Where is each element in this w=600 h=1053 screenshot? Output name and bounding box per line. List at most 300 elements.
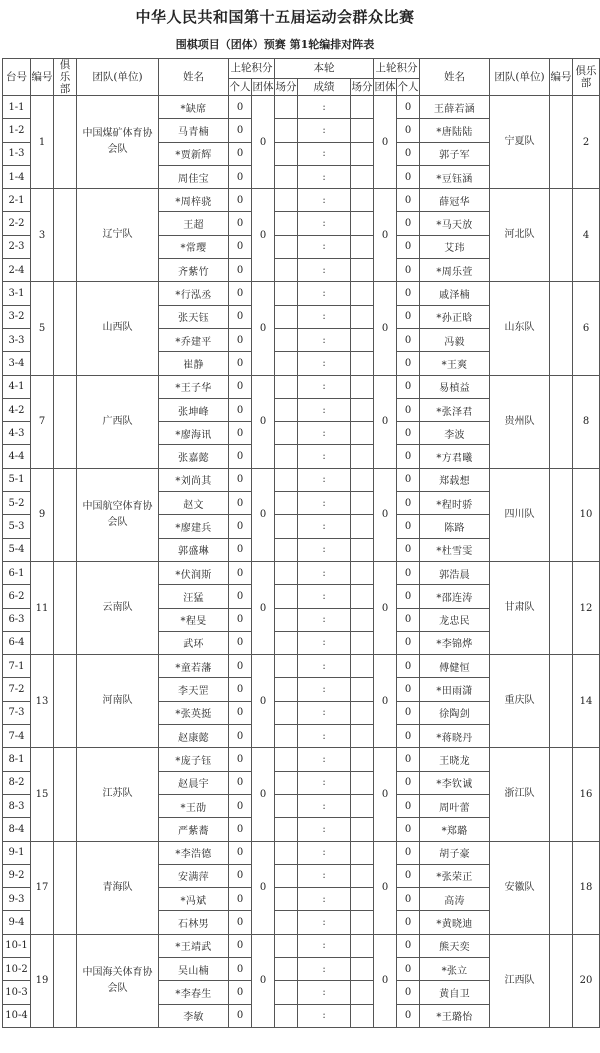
player-name-right: *唐陆陆 [420, 119, 490, 142]
individual-score-left: 0 [229, 189, 252, 212]
table-row [3, 96, 600, 119]
player-name-left: *童若藩 [159, 655, 229, 678]
player-name-left: *乔建平 [159, 328, 229, 351]
table-row [3, 748, 600, 771]
player-name-right: *田雨潇 [420, 678, 490, 701]
game-points-left [275, 934, 298, 957]
individual-score-right: 0 [397, 911, 420, 934]
game-points-left [275, 957, 298, 980]
player-name-right: 周叶蕾 [420, 794, 490, 817]
header-result: 成绩 [298, 79, 351, 96]
player-name-right: *李锦烨 [420, 631, 490, 654]
result-cell: : [298, 561, 351, 584]
game-points-left [275, 165, 298, 188]
individual-score-right: 0 [397, 96, 420, 119]
game-points-right [351, 934, 374, 957]
individual-score-left: 0 [229, 911, 252, 934]
team-number-left: 1 [31, 96, 54, 189]
individual-score-left: 0 [229, 282, 252, 305]
board-number: 3-4 [3, 352, 31, 375]
game-points-left [275, 911, 298, 934]
individual-score-left: 0 [229, 212, 252, 235]
board-number: 5-1 [3, 468, 31, 491]
header-name: 姓名 [159, 59, 229, 96]
club-left [54, 282, 77, 375]
individual-score-left: 0 [229, 235, 252, 258]
team-number-left: 9 [31, 468, 54, 561]
board-number: 2-4 [3, 259, 31, 282]
individual-score-left: 0 [229, 725, 252, 748]
player-name-right: 薛冠华 [420, 189, 490, 212]
game-points-right [351, 398, 374, 421]
game-points-left [275, 352, 298, 375]
header-individual-left: 个人 [229, 79, 252, 96]
individual-score-right: 0 [397, 934, 420, 957]
game-points-left [275, 328, 298, 351]
individual-score-left: 0 [229, 398, 252, 421]
club-left [54, 748, 77, 841]
player-name-left: *李浩德 [159, 841, 229, 864]
result-cell: : [298, 748, 351, 771]
result-cell: : [298, 422, 351, 445]
player-name-right: 龙忠民 [420, 608, 490, 631]
player-name-right: *黄晓迪 [420, 911, 490, 934]
game-points-right [351, 631, 374, 654]
player-name-left: 赵文 [159, 492, 229, 515]
team-name-right: 河北队 [490, 189, 550, 282]
game-points-right [351, 445, 374, 468]
player-name-left: 李敏 [159, 1004, 229, 1027]
team-name-left: 河南队 [77, 655, 159, 748]
game-points-right [351, 1004, 374, 1027]
individual-score-right: 0 [397, 259, 420, 282]
board-number: 8-1 [3, 748, 31, 771]
player-name-left: *缺席 [159, 96, 229, 119]
board-number: 2-1 [3, 189, 31, 212]
individual-score-left: 0 [229, 678, 252, 701]
board-number: 7-1 [3, 655, 31, 678]
player-name-right: 冯毅 [420, 328, 490, 351]
result-cell: : [298, 818, 351, 841]
team-score-left: 0 [252, 375, 275, 468]
game-points-left [275, 212, 298, 235]
team-name-left: 辽宁队 [77, 189, 159, 282]
individual-score-right: 0 [397, 981, 420, 1004]
individual-score-right: 0 [397, 631, 420, 654]
player-name-left: *伏润斯 [159, 561, 229, 584]
board-number: 5-4 [3, 538, 31, 561]
game-points-left [275, 259, 298, 282]
game-points-left [275, 701, 298, 724]
board-number: 10-1 [3, 934, 31, 957]
team-number-left: 7 [31, 375, 54, 468]
board-number: 9-2 [3, 864, 31, 887]
individual-score-left: 0 [229, 864, 252, 887]
team-name-left: 中国煤矿体育协会队 [77, 96, 159, 189]
board-number: 6-3 [3, 608, 31, 631]
result-cell: : [298, 468, 351, 491]
club-right [550, 189, 573, 282]
game-points-left [275, 794, 298, 817]
team-score-right: 0 [374, 282, 397, 375]
board-number: 6-2 [3, 585, 31, 608]
result-cell: : [298, 235, 351, 258]
board-number: 8-2 [3, 771, 31, 794]
result-cell: : [298, 445, 351, 468]
individual-score-left: 0 [229, 631, 252, 654]
page-title: 中华人民共和国第十五届运动会群众比赛 [135, 8, 415, 26]
header-this-round: 本轮 [275, 59, 374, 79]
individual-score-right: 0 [397, 492, 420, 515]
board-number: 1-2 [3, 119, 31, 142]
team-name-left: 中国海关体育协会队 [77, 934, 159, 1027]
game-points-right [351, 725, 374, 748]
team-score-right: 0 [374, 189, 397, 282]
player-name-right: *豆钰涵 [420, 165, 490, 188]
game-points-right [351, 864, 374, 887]
club-right [550, 841, 573, 934]
player-name-right: 胡子豪 [420, 841, 490, 864]
player-name-right: 易楨益 [420, 375, 490, 398]
result-cell: : [298, 981, 351, 1004]
team-name-left: 青海队 [77, 841, 159, 934]
game-points-right [351, 119, 374, 142]
club-right [550, 748, 573, 841]
player-name-left: *行泓丞 [159, 282, 229, 305]
individual-score-right: 0 [397, 445, 420, 468]
individual-score-right: 0 [397, 841, 420, 864]
game-points-right [351, 468, 374, 491]
player-name-right: 李波 [420, 422, 490, 445]
player-name-left: 赵晨宇 [159, 771, 229, 794]
header-club-right: 俱乐部 [573, 59, 600, 96]
team-name-right: 贵州队 [490, 375, 550, 468]
player-name-right: *张泽君 [420, 398, 490, 421]
player-name-left: 李天罡 [159, 678, 229, 701]
team-name-left: 山西队 [77, 282, 159, 375]
team-number-left: 19 [31, 934, 54, 1027]
game-points-right [351, 841, 374, 864]
result-cell: : [298, 888, 351, 911]
individual-score-right: 0 [397, 189, 420, 212]
team-name-right: 宁夏队 [490, 96, 550, 189]
result-cell: : [298, 701, 351, 724]
player-name-right: *蒋晓丹 [420, 725, 490, 748]
board-number: 2-3 [3, 235, 31, 258]
table-row [3, 561, 600, 584]
table-row [3, 189, 600, 212]
board-number: 3-1 [3, 282, 31, 305]
player-name-right: 徐陶剑 [420, 701, 490, 724]
result-cell: : [298, 119, 351, 142]
team-number-right: 4 [573, 189, 600, 282]
team-number-right: 8 [573, 375, 600, 468]
individual-score-right: 0 [397, 748, 420, 771]
header-individual-right: 个人 [397, 79, 420, 96]
individual-score-left: 0 [229, 957, 252, 980]
player-name-left: 郭盛琳 [159, 538, 229, 561]
individual-score-left: 0 [229, 981, 252, 1004]
result-cell: : [298, 165, 351, 188]
individual-score-right: 0 [397, 561, 420, 584]
player-name-left: 安满萍 [159, 864, 229, 887]
club-right [550, 934, 573, 1027]
individual-score-left: 0 [229, 492, 252, 515]
individual-score-right: 0 [397, 235, 420, 258]
player-name-left: 石林男 [159, 911, 229, 934]
header-prev-score-right: 上轮积分 [374, 59, 420, 79]
club-left [54, 468, 77, 561]
team-score-left: 0 [252, 841, 275, 934]
team-score-right: 0 [374, 655, 397, 748]
team-score-right: 0 [374, 841, 397, 934]
player-name-left: *廖建兵 [159, 515, 229, 538]
player-name-left: *程旻 [159, 608, 229, 631]
page-subtitle: 围棋项目（团体）预赛 第1轮编排对阵表 [175, 38, 375, 51]
player-name-left: 严紫蕎 [159, 818, 229, 841]
game-points-right [351, 96, 374, 119]
club-right [550, 282, 573, 375]
player-name-left: *庞子钰 [159, 748, 229, 771]
player-name-right: *李钦诚 [420, 771, 490, 794]
game-points-left [275, 515, 298, 538]
player-name-left: *廖海讯 [159, 422, 229, 445]
individual-score-left: 0 [229, 96, 252, 119]
team-score-left: 0 [252, 655, 275, 748]
table-row [3, 655, 600, 678]
game-points-left [275, 725, 298, 748]
player-name-right: 郑载想 [420, 468, 490, 491]
game-points-left [275, 748, 298, 771]
player-name-right: 陈路 [420, 515, 490, 538]
club-right [550, 375, 573, 468]
board-number: 9-1 [3, 841, 31, 864]
game-points-left [275, 888, 298, 911]
game-points-right [351, 259, 374, 282]
result-cell: : [298, 515, 351, 538]
result-cell: : [298, 1004, 351, 1027]
team-number-right: 2 [573, 96, 600, 189]
game-points-left [275, 771, 298, 794]
player-name-left: *王靖武 [159, 934, 229, 957]
team-number-left: 15 [31, 748, 54, 841]
player-name-right: *周乐萱 [420, 259, 490, 282]
individual-score-left: 0 [229, 888, 252, 911]
player-name-right: *郑璐 [420, 818, 490, 841]
individual-score-left: 0 [229, 119, 252, 142]
board-number: 1-3 [3, 142, 31, 165]
result-cell: : [298, 328, 351, 351]
header-team-score-left: 团体 [252, 79, 275, 96]
player-name-left: *贾新辉 [159, 142, 229, 165]
team-score-right: 0 [374, 561, 397, 654]
club-right [550, 655, 573, 748]
game-points-right [351, 189, 374, 212]
result-cell: : [298, 352, 351, 375]
result-cell: : [298, 212, 351, 235]
board-number: 3-2 [3, 305, 31, 328]
result-cell: : [298, 655, 351, 678]
individual-score-right: 0 [397, 305, 420, 328]
team-number-right: 14 [573, 655, 600, 748]
individual-score-left: 0 [229, 934, 252, 957]
game-points-left [275, 818, 298, 841]
header-club: 俱乐部 [54, 59, 77, 96]
player-name-left: 赵康懿 [159, 725, 229, 748]
board-number: 8-3 [3, 794, 31, 817]
table-row [3, 468, 600, 491]
game-points-left [275, 422, 298, 445]
individual-score-right: 0 [397, 771, 420, 794]
board-number: 7-2 [3, 678, 31, 701]
team-score-left: 0 [252, 282, 275, 375]
team-number-right: 20 [573, 934, 600, 1027]
game-points-right [351, 422, 374, 445]
board-number: 7-3 [3, 701, 31, 724]
individual-score-right: 0 [397, 119, 420, 142]
header-board: 台号 [3, 59, 31, 96]
result-cell: : [298, 631, 351, 654]
table-row [3, 934, 600, 957]
team-number-right: 6 [573, 282, 600, 375]
team-score-right: 0 [374, 748, 397, 841]
individual-score-right: 0 [397, 701, 420, 724]
board-number: 9-4 [3, 911, 31, 934]
result-cell: : [298, 142, 351, 165]
player-name-right: 艾玮 [420, 235, 490, 258]
team-number-left: 17 [31, 841, 54, 934]
individual-score-right: 0 [397, 818, 420, 841]
player-name-right: *王璐怡 [420, 1004, 490, 1027]
result-cell: : [298, 608, 351, 631]
result-cell: : [298, 864, 351, 887]
player-name-left: *冯斌 [159, 888, 229, 911]
game-points-left [275, 189, 298, 212]
team-name-right: 山东队 [490, 282, 550, 375]
player-name-left: 武环 [159, 631, 229, 654]
individual-score-left: 0 [229, 701, 252, 724]
game-points-right [351, 561, 374, 584]
player-name-left: *王子华 [159, 375, 229, 398]
individual-score-right: 0 [397, 165, 420, 188]
result-cell: : [298, 725, 351, 748]
individual-score-right: 0 [397, 328, 420, 351]
game-points-right [351, 748, 374, 771]
individual-score-right: 0 [397, 725, 420, 748]
board-number: 5-2 [3, 492, 31, 515]
result-cell: : [298, 957, 351, 980]
club-right [550, 561, 573, 654]
game-points-left [275, 468, 298, 491]
result-cell: : [298, 375, 351, 398]
header-number-right: 编号 [550, 59, 573, 96]
result-cell: : [298, 492, 351, 515]
individual-score-left: 0 [229, 841, 252, 864]
board-number: 7-4 [3, 725, 31, 748]
individual-score-right: 0 [397, 515, 420, 538]
player-name-left: 王超 [159, 212, 229, 235]
individual-score-left: 0 [229, 515, 252, 538]
result-cell: : [298, 911, 351, 934]
individual-score-left: 0 [229, 142, 252, 165]
individual-score-right: 0 [397, 608, 420, 631]
result-cell: : [298, 96, 351, 119]
player-name-right: *马天放 [420, 212, 490, 235]
player-name-right: 傅健恒 [420, 655, 490, 678]
game-points-left [275, 561, 298, 584]
board-number: 6-4 [3, 631, 31, 654]
player-name-left: 吴山楠 [159, 957, 229, 980]
individual-score-left: 0 [229, 259, 252, 282]
player-name-left: *刘尚其 [159, 468, 229, 491]
individual-score-right: 0 [397, 585, 420, 608]
team-score-left: 0 [252, 468, 275, 561]
board-number: 1-1 [3, 96, 31, 119]
player-name-right: 郭子军 [420, 142, 490, 165]
game-points-right [351, 305, 374, 328]
game-points-left [275, 538, 298, 561]
team-score-left: 0 [252, 561, 275, 654]
team-name-right: 四川队 [490, 468, 550, 561]
individual-score-left: 0 [229, 165, 252, 188]
game-points-right [351, 678, 374, 701]
result-cell: : [298, 189, 351, 212]
team-name-left: 云南队 [77, 561, 159, 654]
game-points-right [351, 585, 374, 608]
team-number-right: 16 [573, 748, 600, 841]
individual-score-right: 0 [397, 538, 420, 561]
game-points-right [351, 538, 374, 561]
team-number-left: 13 [31, 655, 54, 748]
header-team: 团队(单位) [77, 59, 159, 96]
game-points-right [351, 818, 374, 841]
team-score-right: 0 [374, 468, 397, 561]
game-points-right [351, 701, 374, 724]
player-name-right: *王爽 [420, 352, 490, 375]
header-game-points-right: 场分 [351, 79, 374, 96]
club-left [54, 561, 77, 654]
individual-score-left: 0 [229, 328, 252, 351]
game-points-left [275, 841, 298, 864]
game-points-right [351, 981, 374, 1004]
game-points-right [351, 608, 374, 631]
board-number: 10-4 [3, 1004, 31, 1027]
board-number: 5-3 [3, 515, 31, 538]
individual-score-right: 0 [397, 864, 420, 887]
player-name-right: 王薛若涵 [420, 96, 490, 119]
club-left [54, 841, 77, 934]
individual-score-left: 0 [229, 538, 252, 561]
table-row [3, 375, 600, 398]
game-points-right [351, 911, 374, 934]
individual-score-right: 0 [397, 422, 420, 445]
game-points-right [351, 235, 374, 258]
individual-score-right: 0 [397, 282, 420, 305]
board-number: 10-3 [3, 981, 31, 1004]
individual-score-right: 0 [397, 888, 420, 911]
individual-score-left: 0 [229, 655, 252, 678]
header-game-points-left: 场分 [275, 79, 298, 96]
individual-score-left: 0 [229, 794, 252, 817]
team-number-left: 5 [31, 282, 54, 375]
individual-score-right: 0 [397, 678, 420, 701]
team-name-left: 广西队 [77, 375, 159, 468]
team-name-right: 安徽队 [490, 841, 550, 934]
player-name-left: *王劭 [159, 794, 229, 817]
player-name-right: *张荣正 [420, 864, 490, 887]
team-score-right: 0 [374, 96, 397, 189]
player-name-left: 张坤峰 [159, 398, 229, 421]
